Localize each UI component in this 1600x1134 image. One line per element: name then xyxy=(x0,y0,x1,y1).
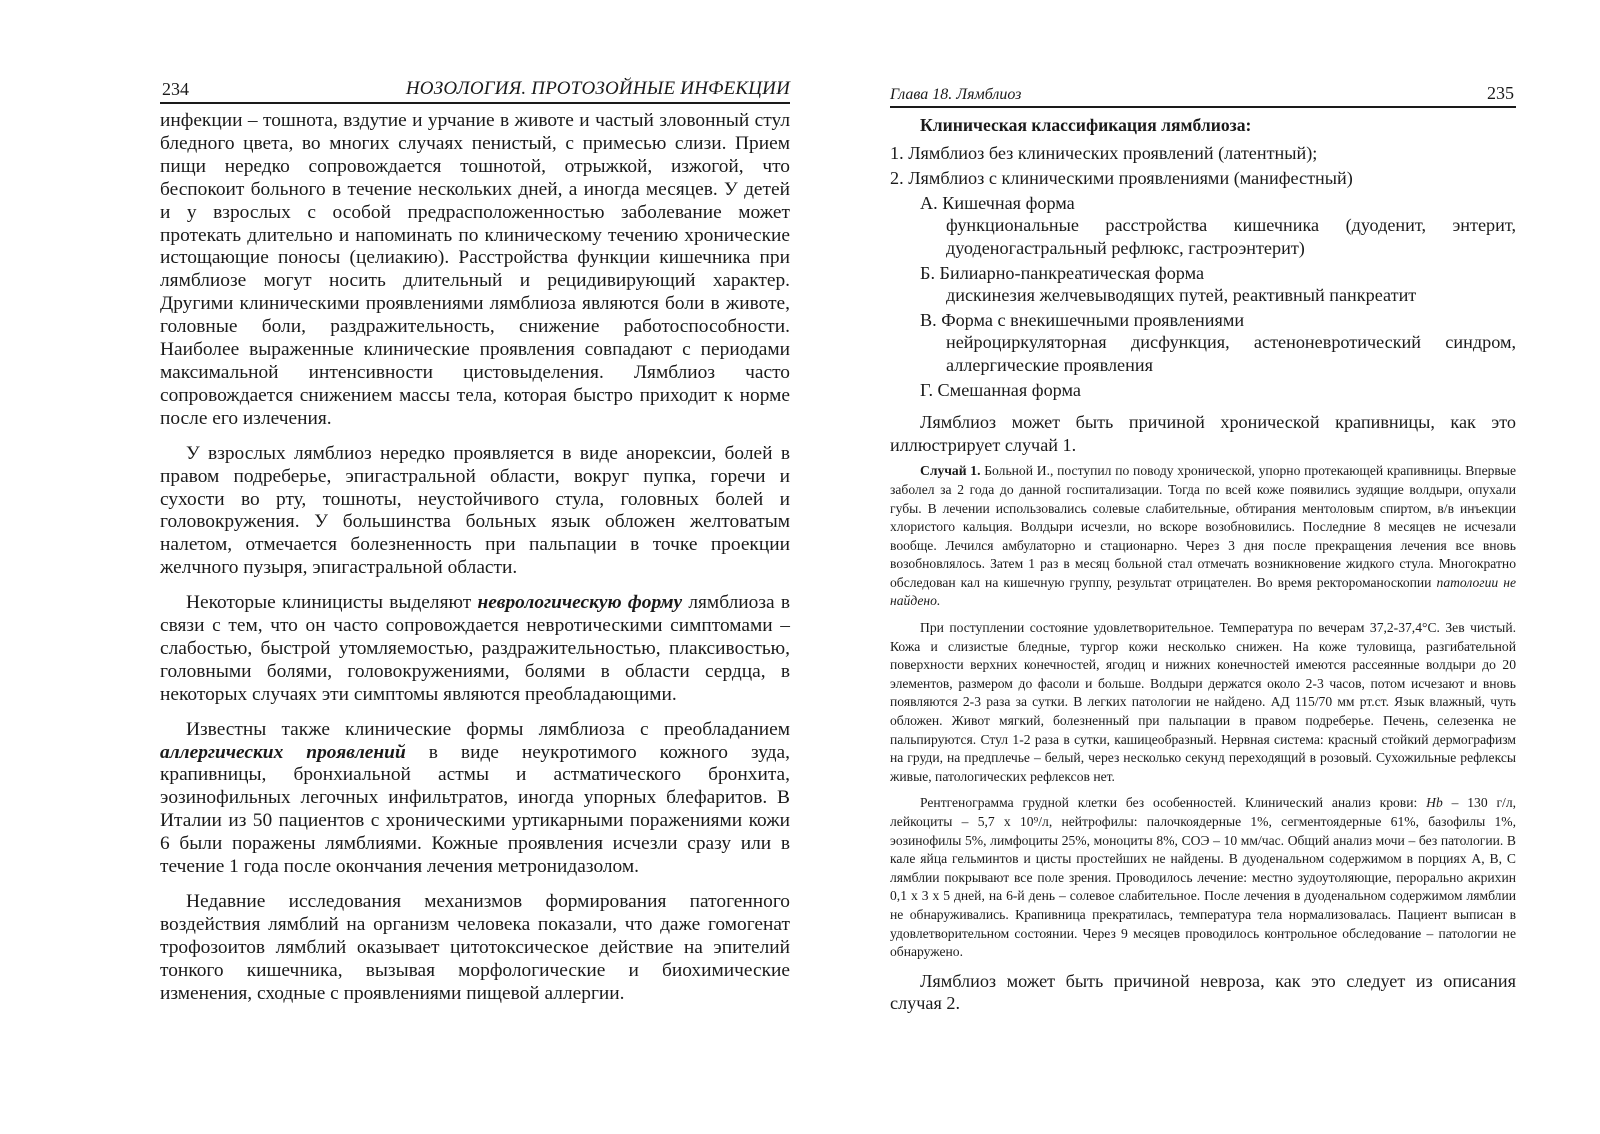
p4-text-after: в виде неукротимого кожного зуда, крапивницы, бронхиальной астмы и астматического бронхита, эозинофильных легочных инфильтратов, иногда упорных блефаритов. В Италии из 50 пациентов с хроническими уртикарными поражениями кожи 6 были поражены лямблиями. Кожные проявления исчезли сразу или в течение 1 года после окончания лечения метронидазолом. xyxy=(160,741,790,878)
p3-text-after: лямблиоза в связи с тем, что он часто сопровождается невротическими симптомами – слабостью, быстрой утомляемостью, раздражительностью, плаксивостью, головными болями, головокружениями, болями в области сердца, в некоторых случаях эти симптомы являются преобладающими. xyxy=(160,592,790,705)
left-body-text xyxy=(160,110,790,1006)
right-running-head xyxy=(890,84,1516,108)
p3-text-before: Некоторые клиницисты выделяют xyxy=(186,592,478,614)
case-lab-after: – 130 г/л, лейкоциты – 5,7 х 10⁹/л, нейтрофилы: палочкоядерные 1%, сегментоядерные 61%, базофилы 1%, эозинофилы 5%, лимфоциты 25%, моноциты 8%, СОЭ – 10 мм/час. Общий анализ мочи – без патологии. В кале яйца гельминтов и цисты простейших не найдены. В дуоденальном содержимом в порциях А, В, С лямблии покрывают все поле зрения. Проводилось лечение: местно зудоутоляющие, перорально акрихин 0,1 х 3 х 5 дней, на 6-й день – солевое слабительное. После лечения в дуоденальном содержимом лямблии не обнаруживались. Крапивница прекратилась, температура тела нормализовалась. Пациент выписан в удовлетворительном состоянии. Через 9 месяцев проводилось контрольное обследование – патологии не обнаружено. xyxy=(890,795,1517,960)
left-paragraph-4 xyxy=(160,719,790,879)
urticaria-paragraph: Лямблиоз может быть причиной хронической крапивницы, как это иллюстрирует случай 1. xyxy=(890,412,1516,455)
right-running-title: Глава 18. Лямблиоз xyxy=(890,86,1022,103)
form-c-description: нейроциркуляторная дисфункция, астеноневротический синдром, аллергические проявления xyxy=(946,332,1516,375)
form-d-title: Г. Смешанная форма xyxy=(920,379,1081,400)
classification-heading: Клиническая классификация лямблиоза: xyxy=(920,115,1252,135)
classification-list xyxy=(890,142,1516,402)
neurological-form-emphasis: неврологическую форму xyxy=(477,592,683,614)
left-paragraph-1: инфекции – тошнота, вздутие и урчание в животе и частый зловонный стул бледного цвета, во многих случаях пенистый, с примесью слизи. Прием пищи нередко сопровождается тошнотой, отрыжкой, изжогой, что беспокоит больного в течение нескольких дней, а иногда месяцев. У детей и у взрослых с особой предрасположенностью заболевание может протекать длительно и напоминать по клиническому течению хронические истощающие поносы (целиакию). Расстройства функции кишечника при лямблиозе могут носить длительный и рецидивирующий характер. Другими клиническими проявлениями лямблиоза являются боли в животе, головные боли, раздражительность, снижение работоспособности. Наиболее выраженные клинические проявления совпадают с периодами максимальной интенсивности цистовыделения. Лямблиоз часто сопровождается снижением массы тела, которая быстро приходит к норме после его излечения. xyxy=(160,110,790,429)
case-lab-paragraph xyxy=(890,794,1516,961)
p4-text-before: Известны также клинические формы лямблиоза с преобладанием xyxy=(186,718,790,740)
form-b-description: дискинезия желчевыводящих путей, реактивный панкреатит xyxy=(946,285,1417,306)
case-1-label: Случай 1. xyxy=(920,463,981,479)
left-page-number: 234 xyxy=(162,79,189,99)
allergic-manifestations-emphasis: аллергических проявлений xyxy=(160,741,406,763)
form-a-title: А. Кишечная форма xyxy=(920,192,1075,213)
form-a-description: функциональные расстройства кишечника (дуоденит, энтерит, дуоденогастральный рефлюкс, гастроэнтерит) xyxy=(946,215,1516,258)
case-1-italic-text: патологии не найдено. xyxy=(890,574,1516,609)
neurosis-paragraph: Лямблиоз может быть причиной невроза, как это следует из описания случая 2. xyxy=(890,970,1516,1014)
classification-item-2-label: 2. Лямблиоз с клиническими проявлениями (манифестный) xyxy=(890,168,1353,189)
classification-item-2 xyxy=(890,167,1516,401)
left-running-head xyxy=(160,76,790,104)
left-paragraph-5: Недавние исследования механизмов формирования патогенного воздействия лямблий на организм человека показали, что даже гомогенат трофозоитов лямблий оказывает цитотоксическое действие на эпителий тонкого кишечника, вызывая морфологические и биохимические изменения, сходные с проявлениями пищевой аллергии. xyxy=(160,891,790,1004)
case-1-paragraph xyxy=(890,462,1516,611)
left-paragraph-3 xyxy=(160,592,790,707)
hemoglobin-abbrev: Hb xyxy=(1426,795,1443,811)
right-body-text xyxy=(890,114,1516,1021)
left-running-title: НОЗОЛОГИЯ. ПРОТОЗОЙНЫЕ ИНФЕКЦИИ xyxy=(405,78,790,99)
right-page-number: 235 xyxy=(1487,83,1514,103)
left-paragraph-2: У взрослых лямблиоз нередко проявляется в виде анорексии, болей в правом подреберье, эпигастральной области, вокруг пупка, горечи и сухости во рту, тошноты, неустойчивого стула, головных болей и головокружения. У большинства больных язык обложен желтоватым налетом, отмечается болезненность при пальпации в точке проекции желчного пузыря, эпигастральной области. xyxy=(160,442,790,579)
classification-item-1: 1. Лямблиоз без клинических проявлений (латентный); xyxy=(890,142,1318,163)
case-admission-paragraph: При поступлении состояние удовлетворительное. Температура по вечерам 37,2-37,4°С. Зев чистый. Кожа и слизистые бледные, тургор кожи несколько снижен. На коже туловища, разгибательной поверхности верхних конечностей, ягодиц и нижних конечностей имеются рассеянные волдыри до 20 элементов, размером до фасоли и больше. Волдыри держатся около 2-3 часов, потом исчезают и вновь появляются 2-3 раза за сутки. В легких патологии не найдено. АД 115/70 мм рт.ст. Язык влажный, чуть обложен. Живот мягкий, болезненный при пальпации в правом подреберье. Печень, селезенка не пальпируются. Стул 1-2 раза в сутки, кашицеобразный. Нервная система: красный стойкий дермографизм на груди, на предплечье – белый, через несколько секунд переходящий в розовый. Сухожильные рефлексы живые, патологических рефлексов нет. xyxy=(890,620,1516,784)
form-b-title: Б. Билиарно-панкреатическая форма xyxy=(920,262,1205,283)
form-c-title: В. Форма с внекишечными проявлениями xyxy=(920,309,1245,330)
case-1-text: Больной И., поступил по поводу хронической, упорно протекающей крапивницы. Впервые заболел за 2 года до данной госпитализации. Тогда по всей коже появились зудящие волдыри, опухали губы. В лечении использовались солевые слабительные, обтирания ментоловым спиртом, в/в инъекции хлористого кальция. Волдыри исчезли, но вскоре возобновились. Последние 8 месяцев не исчезали вообще. Лечился амбулаторно и стационарно. Через 3 дня после прекращения лечения все вновь возобновлялось. Затем 1 раз в месяц больной стал отмечать возникновение жидкого стула. Многократно обследован кал на кишечную группу, результат отрицателен. Во время ректороманоскопии xyxy=(890,463,1516,590)
case-lab-before: Рентгенограмма грудной клетки без особенностей. Клинический анализ крови: xyxy=(920,795,1427,811)
